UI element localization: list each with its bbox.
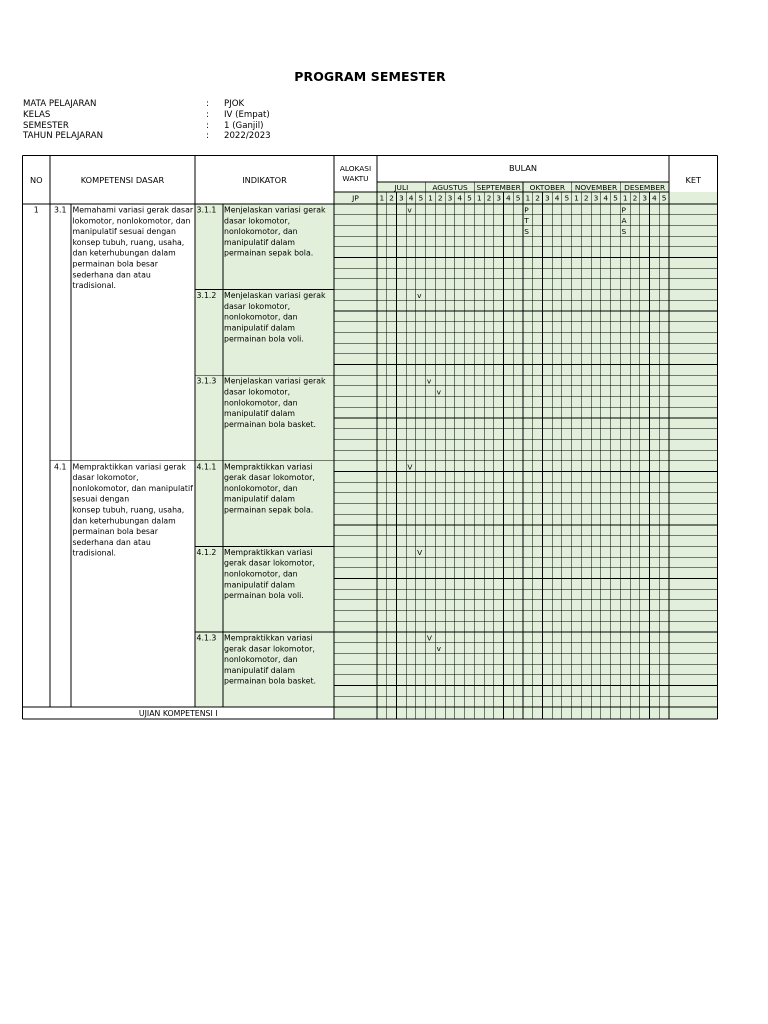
indicator-code: 4.1.1 — [196, 462, 217, 472]
schedule-grid-fill — [334, 192, 718, 719]
indicator-text-line: Menjelaskan variasi gerak — [224, 376, 326, 386]
kd-text-line: Memahami variasi gerak dasar — [72, 205, 194, 215]
month-label: OKTOBER — [529, 183, 565, 192]
exam-letter: P — [621, 205, 627, 215]
indicator-code-fill — [195, 204, 223, 707]
meta-label: SEMESTER — [23, 120, 69, 131]
meta-value: 1 (Ganjil) — [224, 120, 264, 131]
month-label: NOVEMBER — [574, 183, 618, 192]
meta-colon: : — [206, 131, 209, 142]
week-number: 2 — [389, 193, 394, 203]
indicator-text-line: nonlokomotor, dan — [224, 655, 298, 665]
indicator-text-line: permainan sepak bola. — [224, 248, 314, 258]
week-number: 5 — [418, 193, 424, 203]
week-number: 2 — [535, 193, 540, 203]
week-number: 3 — [544, 193, 550, 203]
meta-label: KELAS — [23, 109, 51, 120]
kd-text-line: dan keterhubungan dalam — [72, 248, 176, 258]
header-bulan: BULAN — [508, 163, 538, 173]
indicator-text-line: manipulatif dalam — [224, 494, 296, 504]
exam-letter: P — [524, 205, 529, 215]
week-number: 1 — [622, 193, 628, 203]
kd-text-line: konsep tubuh, ruang, usaha, — [72, 237, 185, 247]
indicator-text-line: gerak dasar lokomotor, — [224, 644, 315, 654]
indicator-text-line: manipulatif dalam — [224, 409, 296, 419]
kd-text-line: dan keterhubungan dalam — [72, 516, 176, 526]
exam-letter: S — [524, 226, 529, 236]
indicator-text-line: Menjelaskan variasi gerak — [224, 205, 326, 215]
indicator-text-line: permainan bola basket. — [224, 676, 316, 686]
month-label: AGUSTUS — [432, 183, 468, 192]
header-indikator: INDIKATOR — [242, 175, 287, 185]
kd-code: 3.1 — [54, 205, 67, 215]
week-number: 5 — [467, 193, 472, 203]
week-number: 3 — [593, 193, 599, 203]
kd-text-line: lokomotor, nonlokomotor, dan — [72, 216, 191, 226]
month-label: SEPTEMBER — [476, 183, 521, 192]
indicator-text-line: permainan bola basket. — [224, 419, 316, 429]
week-number: 2 — [632, 193, 638, 203]
schedule-mark: v — [407, 205, 412, 215]
exam-letter: S — [621, 226, 627, 236]
indicator-text-line: Mempraktikkan variasi — [224, 547, 313, 557]
week-number: 4 — [506, 193, 511, 203]
indicator-code: 3.1.3 — [196, 376, 217, 386]
week-number: 1 — [476, 193, 482, 203]
indicator-code: 3.1.1 — [196, 205, 217, 215]
indicator-text-line: permainan sepak bola. — [224, 505, 314, 515]
indicator-code: 4.1.2 — [196, 547, 217, 557]
header-ket: KET — [685, 175, 702, 185]
week-number: 4 — [408, 193, 414, 203]
kd-text-line: nonlokomotor, dan manipulatif — [72, 483, 193, 493]
indicator-code: 4.1.3 — [196, 633, 217, 643]
schedule-mark: v — [417, 291, 422, 301]
kd-text-line: sederhana dan atau — [72, 270, 151, 280]
week-number: 4 — [652, 193, 657, 203]
exam-letter: A — [621, 216, 627, 226]
meta-label: MATA PELAJARAN — [23, 99, 97, 109]
week-number: 5 — [613, 193, 618, 203]
kd-code: 4.1 — [54, 462, 67, 472]
header-no: NO — [29, 175, 43, 185]
week-number: 4 — [457, 193, 463, 203]
week-number: 2 — [437, 193, 443, 203]
exam-letter: T — [524, 216, 529, 226]
week-number: 3 — [447, 193, 453, 203]
indicator-text-line: manipulatif dalam — [224, 323, 296, 333]
indicator-text-line: nonlokomotor, dan — [224, 483, 298, 493]
schedule-mark: v — [436, 644, 441, 654]
meta-label: TAHUN PELAJARAN — [23, 131, 104, 142]
month-label: JULI — [394, 183, 409, 192]
indicator-text-line: permainan bola voli. — [224, 591, 304, 601]
indicator-text-line: manipulatif dalam — [224, 580, 296, 590]
week-number: 4 — [554, 193, 560, 203]
indicator-text-line: nonlokomotor, dan — [224, 398, 298, 408]
header-kompetensi-dasar: KOMPETENSI DASAR — [80, 175, 165, 185]
week-number: 3 — [642, 193, 648, 203]
indicator-text-fill — [223, 204, 334, 707]
week-number: 5 — [661, 193, 667, 203]
indicator-text-line: dasar lokomotor, — [224, 301, 291, 311]
indicator-text-line: manipulatif dalam — [224, 237, 296, 247]
week-number: 4 — [603, 193, 609, 203]
indicator-text-line: dasar lokomotor, — [224, 387, 291, 397]
indicator-text-line: gerak dasar lokomotor, — [224, 473, 315, 483]
week-number: 2 — [583, 193, 589, 203]
header-jp: JP — [352, 193, 359, 203]
meta-value: IV (Empat) — [224, 109, 270, 120]
page-title: PROGRAM SEMESTER — [294, 69, 446, 84]
schedule-mark: V — [426, 633, 432, 643]
kd-text-line: permainan bola besar — [72, 259, 158, 269]
week-number: 5 — [515, 193, 521, 203]
kd-text-line: sederhana dan atau — [72, 537, 151, 547]
ujian-kompetensi-label: UJIAN KOMPETENSI I — [138, 708, 218, 718]
indicator-text-line: permainan bola voli. — [224, 334, 304, 344]
indicator-text-line: gerak dasar lokomotor, — [224, 558, 315, 568]
month-label: DESEMBER — [624, 183, 666, 192]
kd-text-line: dasar lokomotor, — [72, 473, 139, 483]
kd-text-line: Mempraktikkan variasi gerak — [72, 462, 186, 472]
week-number: 1 — [525, 193, 531, 203]
indicator-code: 3.1.2 — [196, 291, 217, 301]
header-alokasi: ALOKASI — [339, 164, 372, 173]
week-number: 3 — [398, 193, 404, 203]
kd-text-line: konsep tubuh, ruang, usaha, — [72, 505, 185, 515]
week-number: 1 — [574, 193, 579, 203]
indicator-text-line: manipulatif dalam — [224, 665, 296, 675]
schedule-mark: v — [426, 376, 432, 386]
kd-text-line: permainan bola besar — [72, 527, 158, 537]
meta-colon: : — [206, 109, 209, 120]
meta-colon: : — [206, 120, 209, 131]
meta-value: 2022/2023 — [224, 131, 271, 142]
indicator-text-line: Mempraktikkan variasi — [224, 462, 313, 472]
kd-text-line: manipulatif sesuai dengan — [72, 227, 176, 237]
kd-text-line: tradisional. — [72, 548, 117, 558]
schedule-mark: V — [417, 547, 423, 557]
indicator-text-line: nonlokomotor, dan — [224, 569, 298, 579]
header-waktu: WAKTU — [342, 174, 369, 183]
kd-text-line: sesuai dengan — [72, 494, 130, 504]
week-number: 1 — [379, 193, 385, 203]
schedule-mark: v — [436, 387, 441, 397]
week-number: 3 — [496, 193, 502, 203]
indicator-text-line: nonlokomotor, dan — [224, 312, 298, 322]
meta-colon: : — [206, 99, 209, 109]
week-number: 5 — [564, 193, 570, 203]
schedule-mark: V — [407, 462, 413, 472]
indicator-text-line: nonlokomotor, dan — [224, 227, 298, 237]
row-number: 1 — [33, 205, 39, 215]
meta-value: PJOK — [224, 99, 245, 109]
kd-text-line: tradisional. — [72, 281, 117, 291]
indicator-text-line: Mempraktikkan variasi — [224, 633, 313, 643]
week-number: 1 — [428, 193, 433, 203]
indicator-text-line: Menjelaskan variasi gerak — [224, 291, 326, 301]
indicator-text-line: dasar lokomotor, — [224, 216, 291, 226]
week-number: 2 — [486, 193, 492, 203]
